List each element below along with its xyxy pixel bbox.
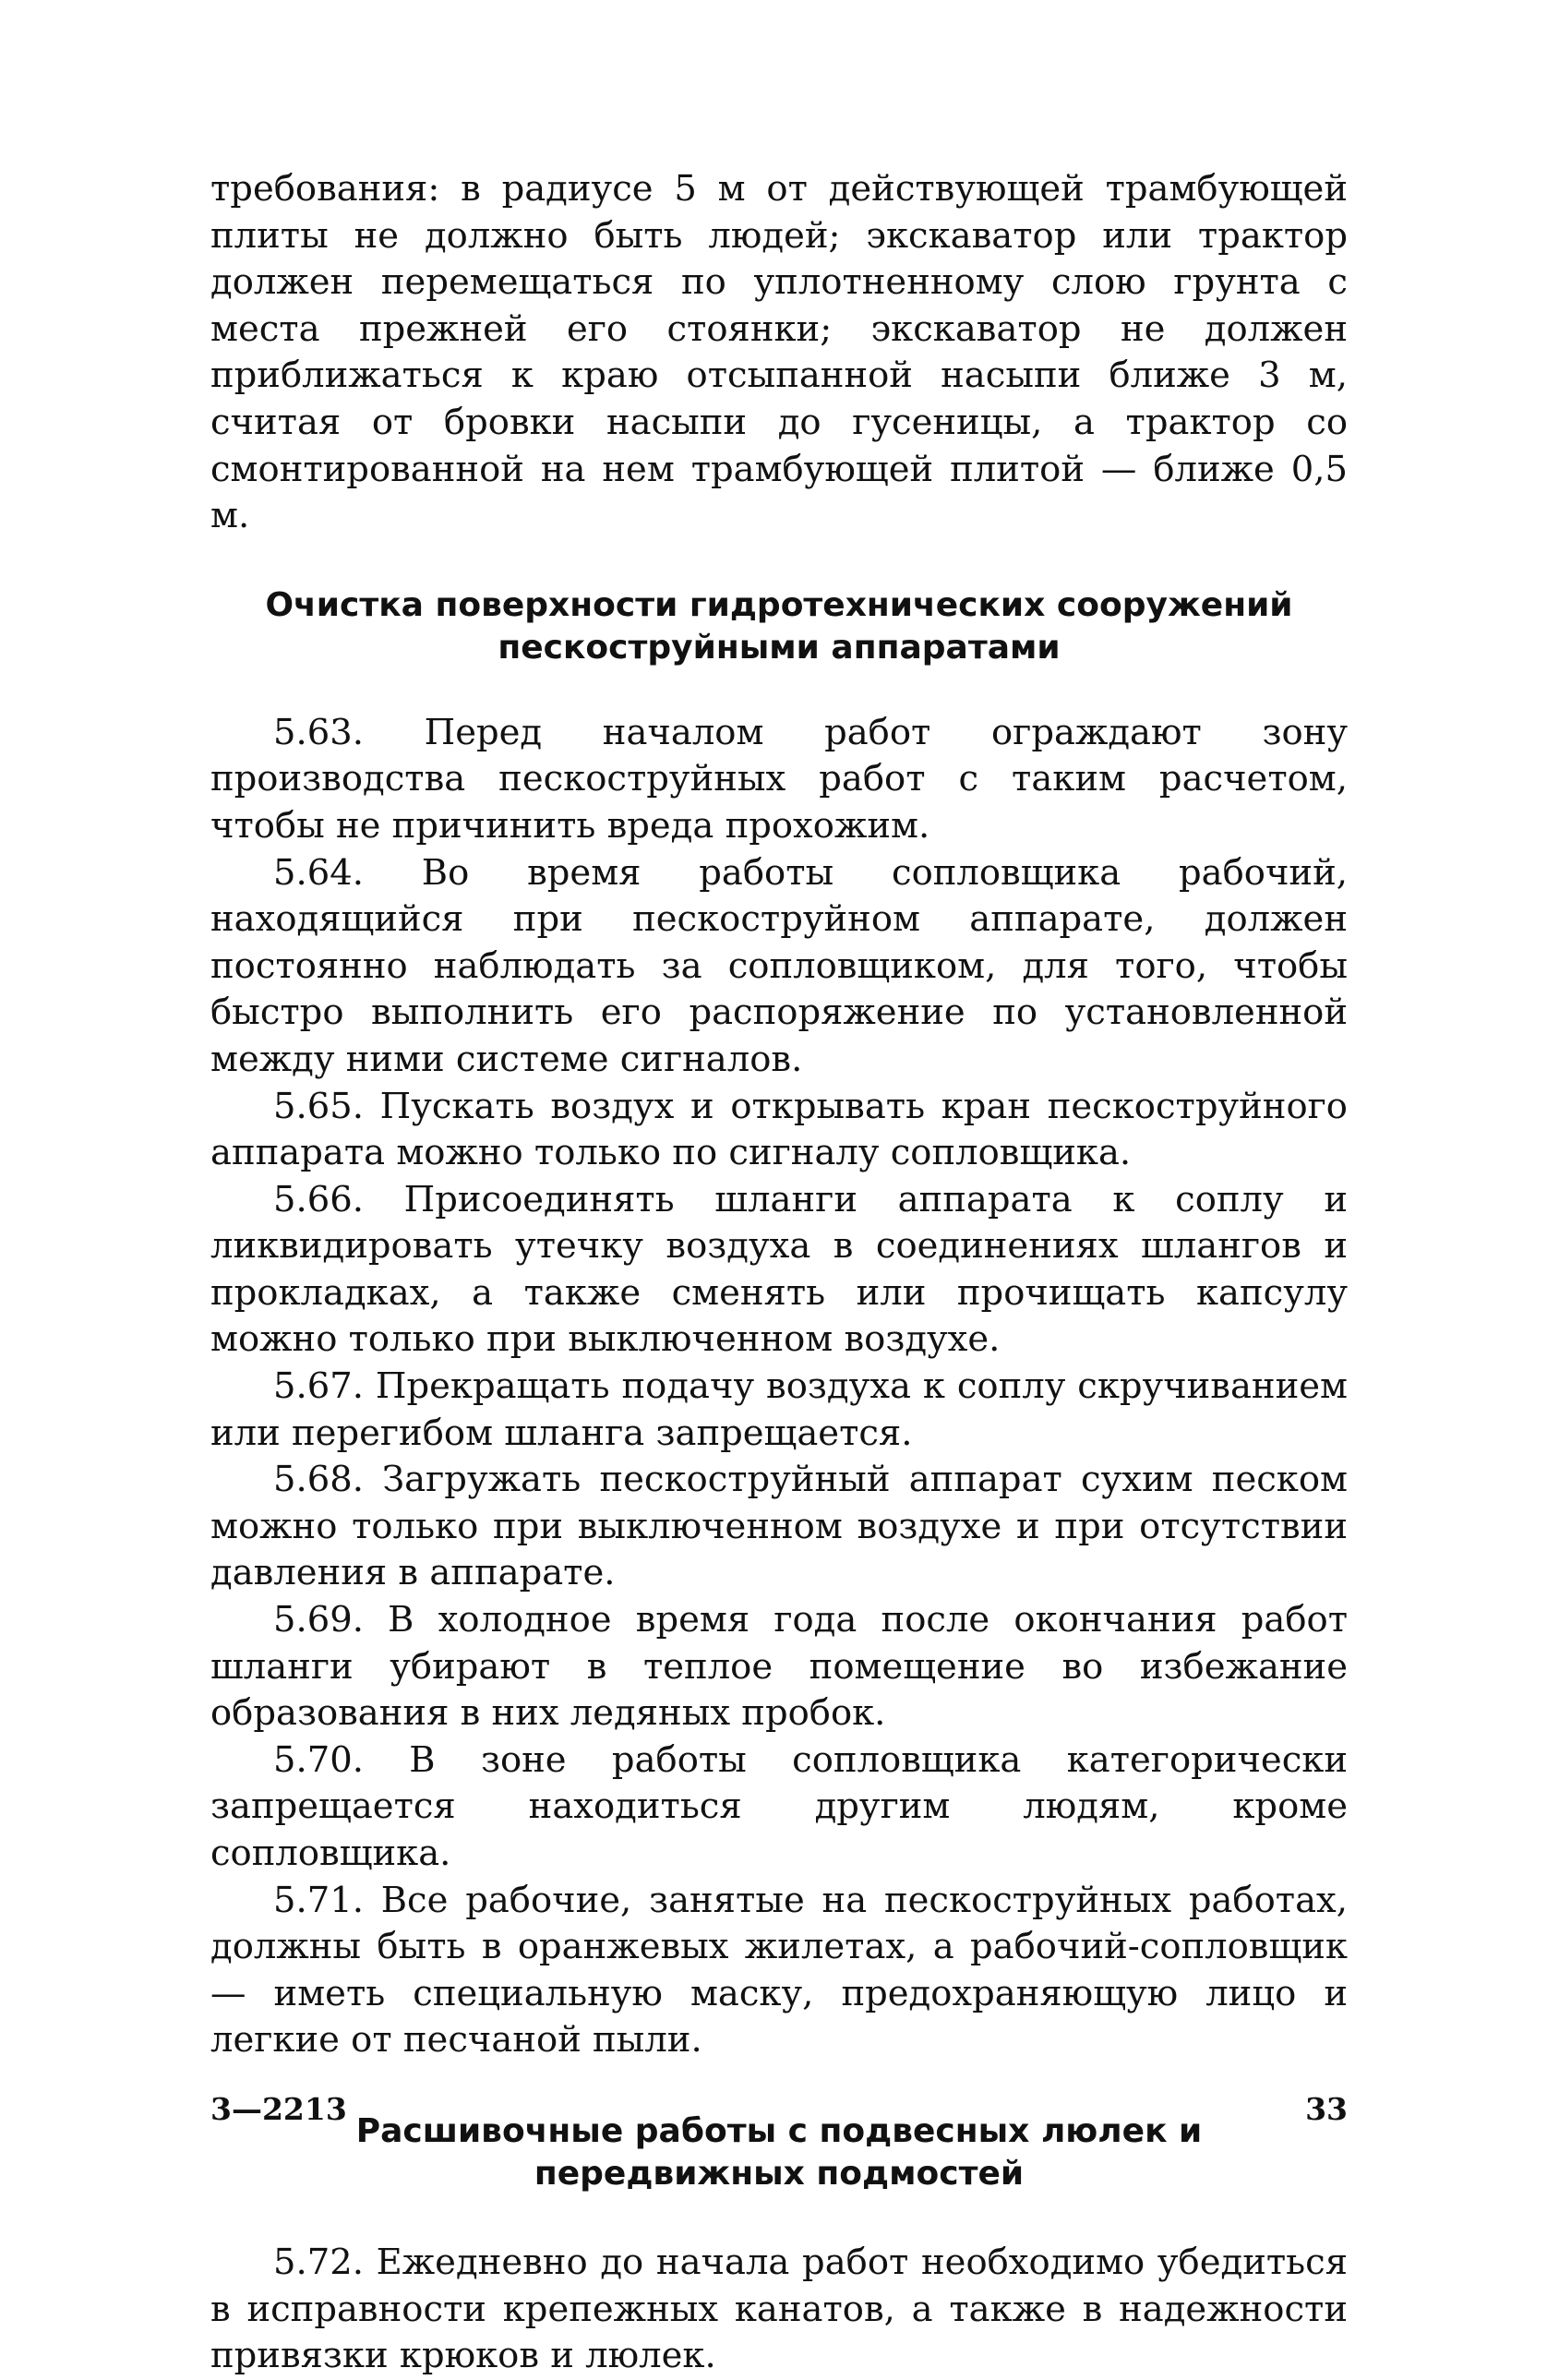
paragraph-5-72: 5.72. Ежедневно до начала работ необходимо убедиться в исправности крепежных канатов, а также в надежности привязки крюков и люлек. <box>210 2241 1348 2377</box>
page-number: 33 <box>1305 2091 1348 2127</box>
paragraph-5-69: 5.69. В холодное время года после окончания работ шланги убирают в теплое помещение во избежание образования в них ледяных пробок. <box>210 1599 1348 1735</box>
paragraph-5-67: 5.67. Прекращать подачу воздуха к соплу скручиванием или перегибом шланга запрещается. <box>210 1365 1348 1454</box>
paragraph-5-63: 5.63. Перед началом работ ограждают зону производства пескоструйных работ с таким расчетом, чтобы не причинить вреда прохожим. <box>210 711 1348 847</box>
paragraph-5-64: 5.64. Во время работы сопловщика рабочий, находящийся при пескоструйном аппарате, должен постоянно наблюдать за сопловщиком, для того, чтобы быстро выполнить его распоряжение по установленной между ними системе сигналов. <box>210 851 1348 1080</box>
paragraph-continued: требования: в радиусе 5 м от действующей трамбующей плиты не должно быть людей; экскаватор или трактор должен перемещаться по уплотненному слою грунта с места прежней его стоянки; экскаватор не должен приближаться к краю отсыпанной насыпи ближе 3 м, считая от бровки насыпи до гусеницы, а трактор со смонтированной на нем трамбующей плитой — ближе 0,5 м. <box>210 168 1348 537</box>
document-page <box>210 166 1348 2380</box>
paragraph-5-66: 5.66. Присоединять шланги аппарата к соплу и ликвидировать утечку воздуха в соединениях шлангов и прокладках, а также сменять или прочищать капсулу можно только при выключенном воздухе. <box>210 1178 1348 1361</box>
paragraph-5-68: 5.68. Загружать пескоструйный аппарат сухим песком можно только при выключенном воздухе и при отсутствии давления в аппарате. <box>210 1459 1348 1594</box>
section-heading-jointing: Расшивочные работы с подвесных люлек и передвижных подмостей <box>355 2111 1203 2193</box>
paragraph-5-71: 5.71. Все рабочие, занятые на пескоструйных работах, должны быть в оранжевых жилетах, а рабочий-сопловщик — иметь специальную маску, предохраняющую лицо и легкие от песчаной пыли. <box>210 1879 1348 2061</box>
paragraph-5-70: 5.70. В зоне работы сопловщика категорически запрещается находиться другим людям, кроме сопловщика. <box>210 1738 1348 1874</box>
signature-mark: 3—2213 <box>210 2091 347 2127</box>
paragraph-5-65: 5.65. Пускать воздух и открывать кран пескоструйного аппарата можно только по сигналу сопловщика. <box>210 1085 1348 1174</box>
section-heading-sandblasting: Очистка поверхности гидротехнических сооружений пескоструйными аппаратами <box>265 585 1293 667</box>
